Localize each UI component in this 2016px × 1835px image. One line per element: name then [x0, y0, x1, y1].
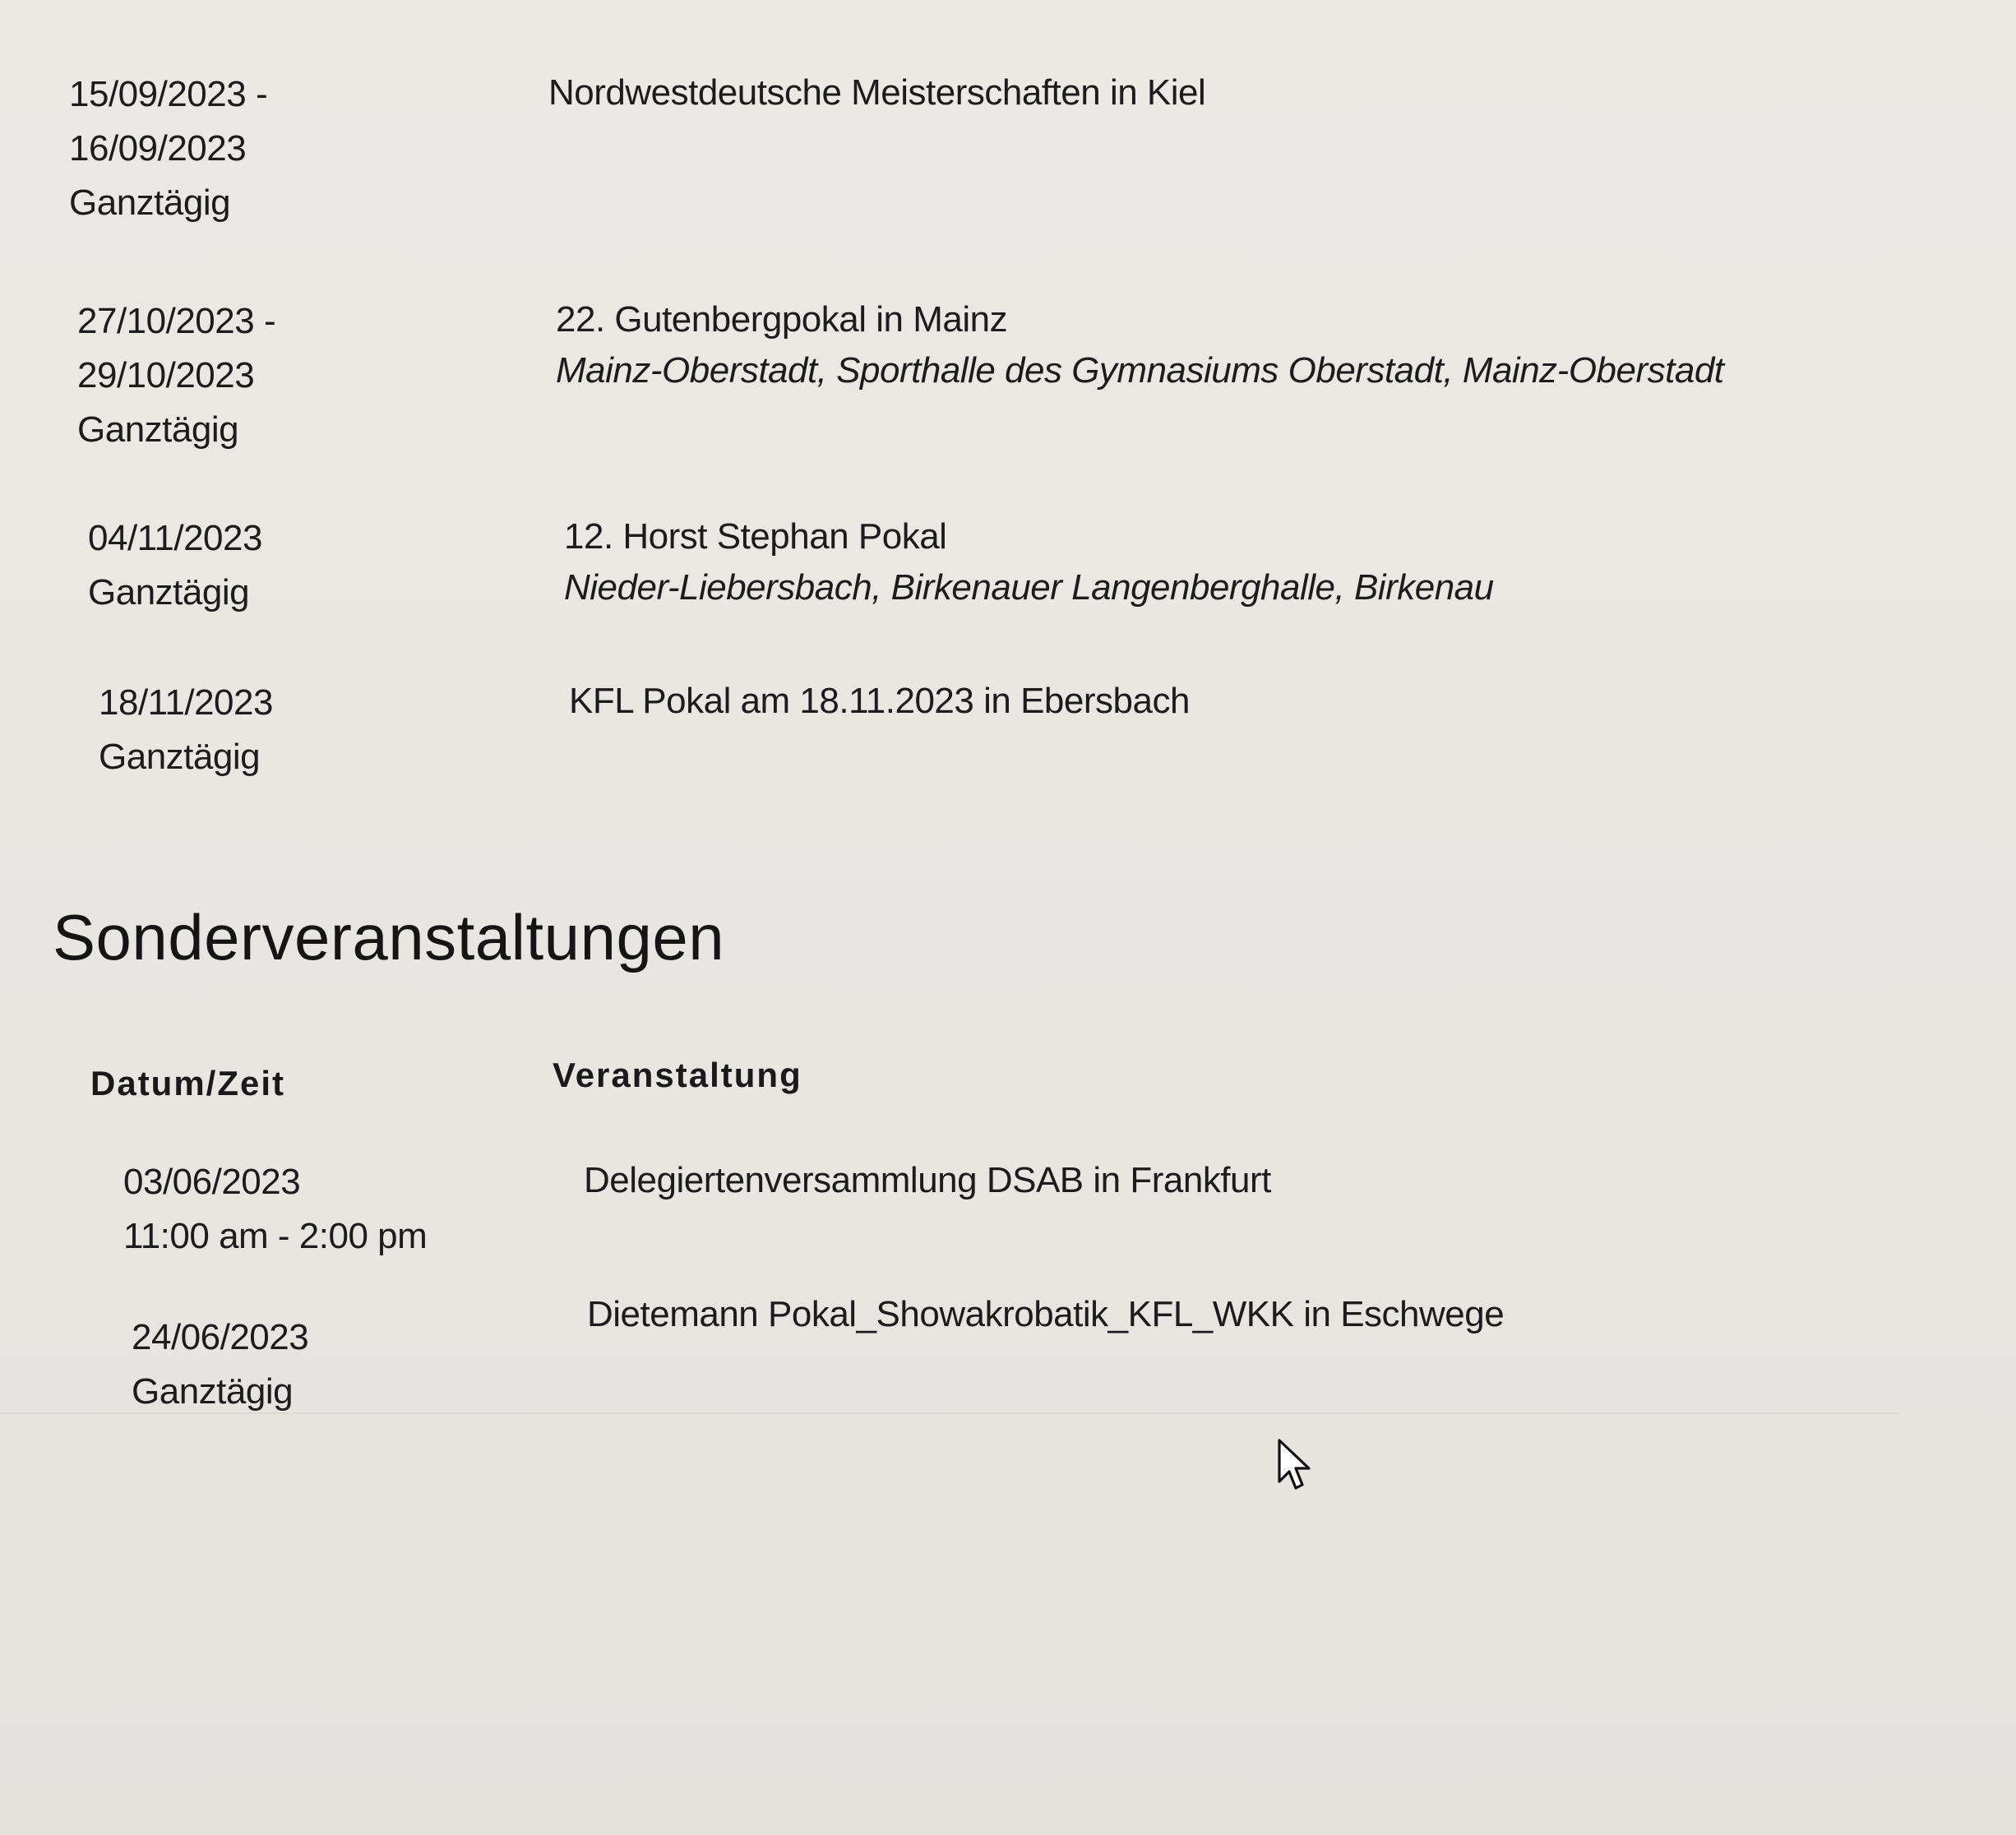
event-info: [556, 294, 1995, 396]
event-date: [99, 676, 526, 784]
event-time: Ganztägig: [69, 183, 231, 223]
event-date-start: 18/11/2023: [99, 682, 273, 723]
table-divider: [0, 1412, 1899, 1414]
event-date-end: 29/10/2023: [77, 355, 255, 395]
event-date-start: 15/09/2023 -: [69, 74, 268, 114]
event-date: [77, 294, 505, 457]
mouse-pointer-icon: [1276, 1437, 1317, 1495]
event-title-link[interactable]: Dietemann Pokal_Showakrobatik_KFL_WKK in Eschwege: [587, 1294, 1505, 1334]
event-time: Ganztägig: [99, 737, 261, 777]
event-info: [587, 1289, 2016, 1340]
event-date: [88, 511, 516, 620]
event-date-start: 03/06/2023: [123, 1162, 301, 1202]
event-date: [132, 1310, 559, 1419]
event-location: Mainz-Oberstadt, Sporthalle des Gymnasiums Oberstadt, Mainz-Oberstadt: [556, 350, 1724, 391]
event-title-link[interactable]: 22. Gutenbergpokal in Mainz: [556, 299, 1008, 340]
event-time: Ganztägig: [132, 1371, 294, 1412]
event-date: [69, 67, 497, 230]
event-location: Nieder-Liebersbach, Birkenauer Langenberghalle, Birkenau: [564, 567, 1494, 608]
event-date: [123, 1155, 551, 1264]
section-title-special-events: Sonderveranstaltungen: [53, 901, 725, 973]
event-time: Ganztägig: [88, 572, 250, 612]
event-info: [548, 67, 1987, 118]
event-date-start: 04/11/2023: [88, 518, 262, 558]
event-title-link[interactable]: Delegiertenversammlung DSAB in Frankfurt: [584, 1160, 1271, 1200]
event-info: [584, 1155, 2016, 1206]
event-info: [564, 511, 2003, 613]
event-time: 11:00 am - 2:00 pm: [123, 1216, 428, 1256]
event-title-link[interactable]: Nordwestdeutsche Meisterschaften in Kiel: [548, 72, 1206, 113]
event-title-link[interactable]: 12. Horst Stephan Pokal: [564, 516, 947, 557]
event-time: Ganztägig: [77, 409, 239, 450]
column-header-date: Datum/Zeit: [90, 1064, 286, 1102]
event-date-start: 27/10/2023 -: [77, 301, 276, 341]
event-title-link[interactable]: KFL Pokal am 18.11.2023 in Ebersbach: [569, 681, 1190, 721]
column-header-event: Veranstaltung: [553, 1056, 802, 1094]
event-info: [569, 676, 2008, 727]
event-date-start: 24/06/2023: [132, 1317, 309, 1357]
event-date-end: 16/09/2023: [69, 128, 247, 169]
